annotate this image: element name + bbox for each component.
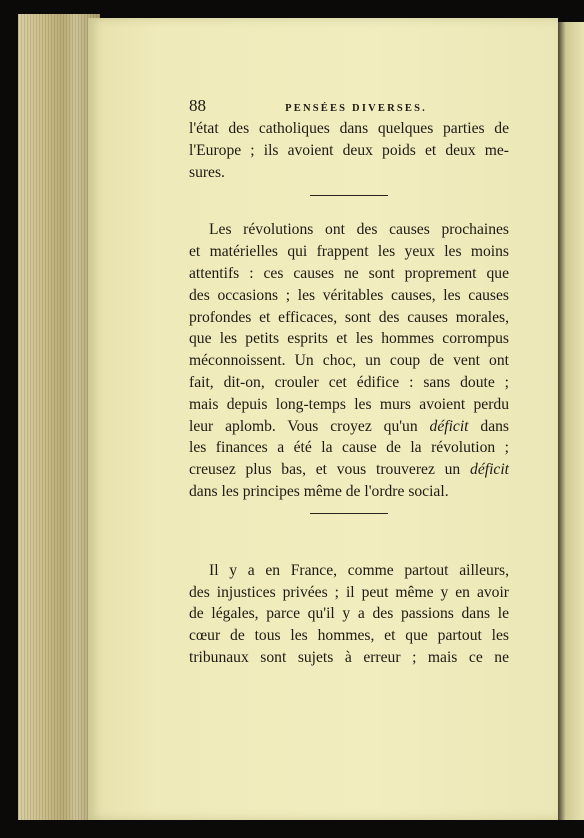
text-line: Les révolutions ont des causes prochaines: [209, 221, 509, 239]
section-divider: [310, 195, 388, 196]
text-line: l'Europe ; ils avoient deux poids et deux me-: [189, 141, 509, 159]
running-head: PENSÉES DIVERSES.: [285, 103, 427, 114]
text-line: fait, dit-on, crouler cet édifice : sans doute ;: [189, 373, 509, 391]
text-line: les finances a été la cause de la révolution ;: [189, 439, 509, 457]
text-line: creusez plus bas, et vous trouverez un déficit: [189, 461, 509, 479]
page-text: [189, 96, 509, 669]
text-line: mais depuis long-temps les murs avoient perdu: [189, 395, 509, 413]
text-line: des occasions ; les véritables causes, les causes: [189, 286, 509, 304]
text-line: sures.: [189, 163, 225, 181]
italic-word: déficit: [470, 461, 509, 479]
text-line: des injustices privées ; il peut même y en avoir: [189, 583, 509, 601]
text-line: Il y a en France, comme partout ailleurs,: [209, 561, 509, 579]
text-line: méconnoissent. Un choc, un coup de vent ont: [189, 352, 509, 370]
text-line: attentifs : ces causes ne sont proprement que: [189, 264, 509, 282]
paragraph: [189, 118, 509, 183]
page-header: [189, 96, 427, 118]
facing-page-edge: [558, 22, 584, 820]
text-line: l'état des catholiques dans quelques parties de: [189, 120, 509, 137]
text-line: dans les principes même de l'ordre social.: [189, 482, 449, 500]
text-line: tribunaux sont sujets à erreur ; mais ce ne: [189, 648, 509, 666]
text-line: et matérielles qui frappent les yeux les moins: [189, 243, 509, 261]
section-divider: [310, 513, 388, 514]
text-line: que les petits esprits et les hommes corrompus: [189, 330, 509, 348]
text-line: de légales, parce qu'il y a des passions dans le: [189, 605, 509, 623]
text-line: profondes et efficaces, sont des causes morales,: [189, 308, 509, 326]
text-line: cœur de tous les hommes, et que partout les: [189, 627, 509, 645]
paragraph: [189, 560, 509, 669]
italic-word: déficit: [429, 417, 469, 435]
paragraph: [189, 219, 509, 502]
page-number: 88: [189, 96, 206, 115]
text-line: leur aplomb. Vous croyez qu'un déficit dans: [189, 417, 510, 435]
